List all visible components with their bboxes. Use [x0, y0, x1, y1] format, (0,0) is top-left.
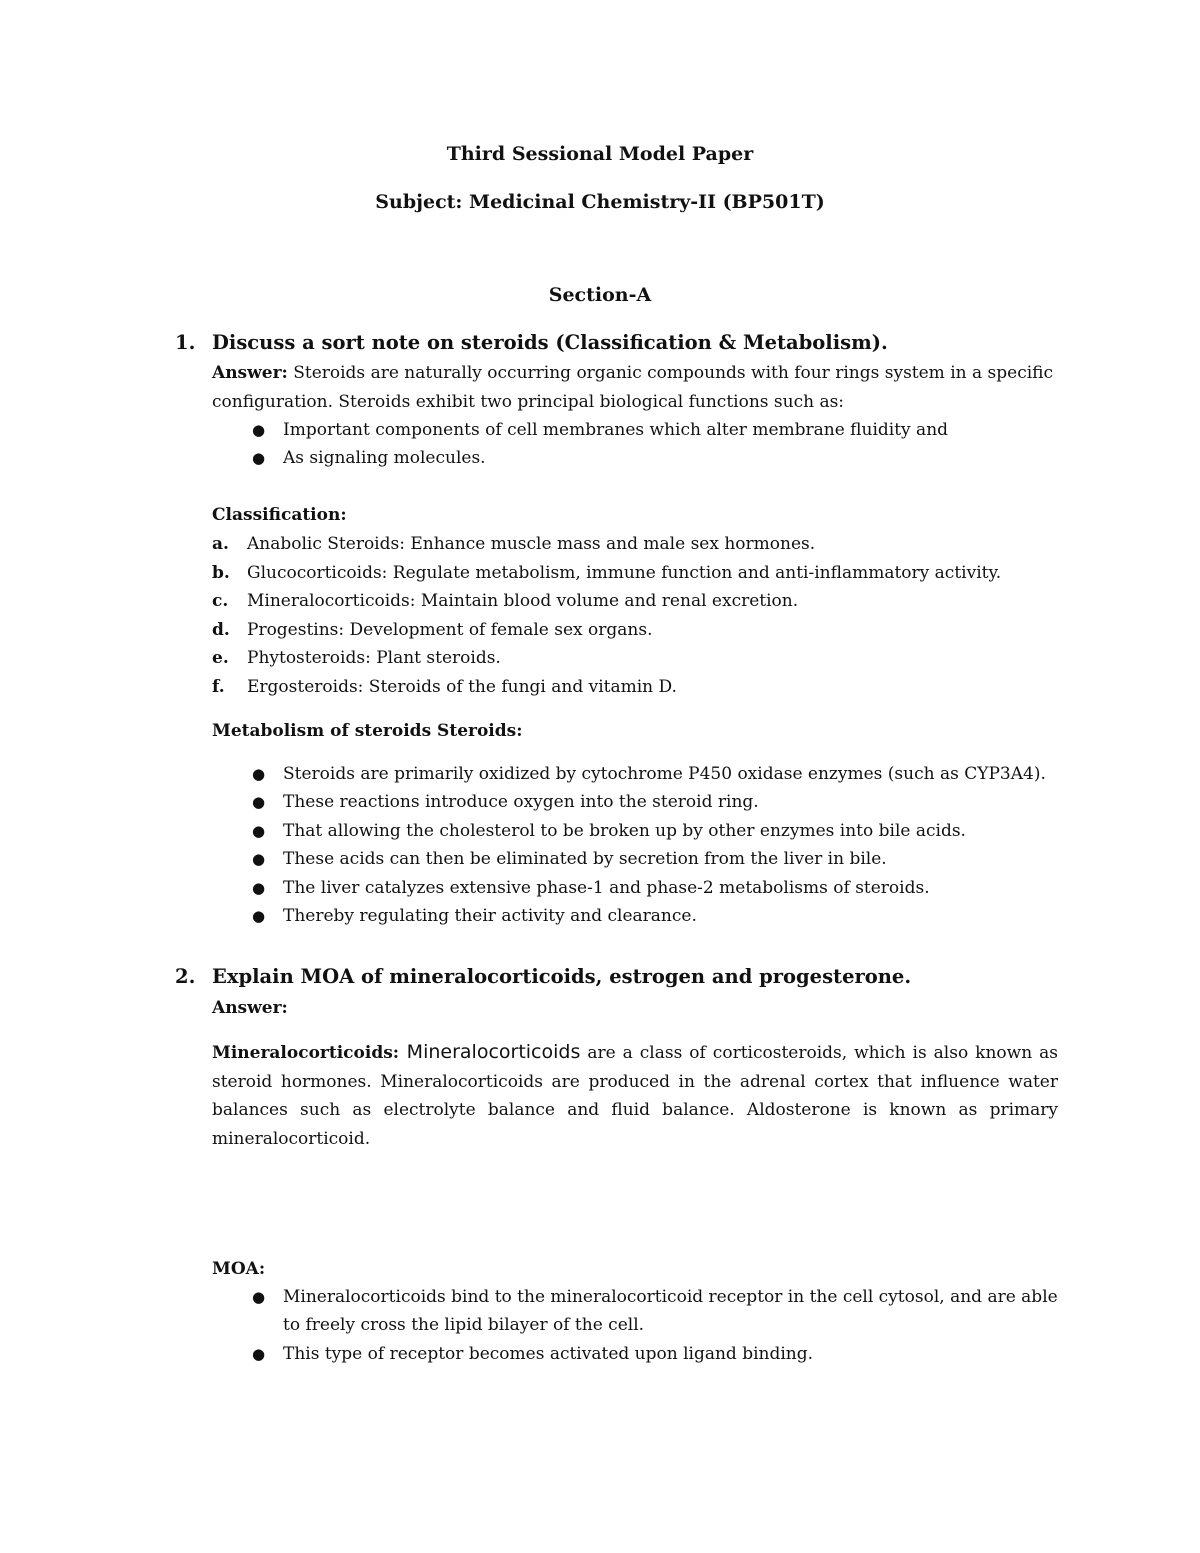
question-text: Discuss a sort note on steroids (Classification & Metabolism). [212, 331, 888, 354]
section-heading: Section-A [548, 284, 652, 306]
question-number: 1. [175, 331, 196, 354]
answer-2-label: Answer: [212, 998, 288, 1018]
moa-list [212, 1283, 1058, 1368]
bullet-icon: ● [252, 1344, 266, 1363]
metabolism-list [212, 760, 1058, 930]
bullet-icon: ● [252, 850, 266, 869]
bullet-icon: ● [252, 449, 266, 468]
list-item: ● These reactions introduce oxygen into the steroid ring. [212, 788, 1058, 816]
metabolism-heading: Metabolism of steroids Steroids: [212, 721, 523, 741]
list-item: ● Thereby regulating their activity and clearance. [212, 902, 1058, 930]
list-item: b. Glucocorticoids: Regulate metabolism, immune function and anti-inflammatory activity. [212, 562, 1002, 583]
mineralocorticoids-paragraph: Mineralocorticoids: Mineralocorticoids are a class of corticosteroids, which is also known as steroid hormones. Mineralocorticoids are produced in the adrenal cortex that influence water balances such as electrolyte balance and fluid balance. Aldosterone is known as primary mineralocorticoid. [212, 1041, 1058, 1149]
bullet-icon: ● [252, 421, 266, 439]
bullet-icon: ● [252, 821, 266, 840]
functions-list [212, 416, 1058, 473]
list-item: e. Phytosteroids: Plant steroids. [212, 648, 501, 669]
list-item: ● As signaling molecules. [212, 444, 1058, 472]
answer-1-intro [212, 359, 1058, 416]
question-2 [175, 965, 1065, 988]
answer-text: Steroids are naturally occurring organic compounds with four rings system in a specific configuration. Steroids exhibit two principal biological functions such as: [212, 363, 1054, 412]
list-item: f. Ergosteroids: Steroids of the fungi and vitamin D. [212, 676, 677, 697]
bullet-icon: ● [252, 793, 266, 812]
list-item: a. Anabolic Steroids: Enhance muscle mass and male sex hormones. [212, 534, 816, 554]
list-item: ● These acids can then be eliminated by secretion from the liver in bile. [212, 845, 1058, 873]
list-item: ● Mineralocorticoids bind to the mineralocorticoid receptor in the cell cytosol, and are able to freely cross the lipid bilayer of the cell. [212, 1283, 1058, 1340]
list-item: c. Mineralocorticoids: Maintain blood volume and renal excretion. [212, 591, 799, 612]
question-1 [175, 331, 1065, 354]
subject-line: Subject: Medicinal Chemistry-II (BP501T) [375, 191, 825, 213]
list-item: ● This type of receptor becomes activated upon ligand binding. [212, 1340, 1058, 1368]
classification-heading: Classification: [212, 505, 347, 525]
question-number: 2. [175, 965, 196, 988]
document-title: Third Sessional Model Paper [446, 143, 754, 165]
answer-label: Answer: [212, 363, 288, 383]
classification-list [212, 530, 1058, 702]
question-text: Explain MOA of mineralocorticoids, estrogen and progesterone. [212, 965, 912, 988]
list-item: d. Progestins: Development of female sex organs. [212, 619, 653, 640]
mineralocorticoids-label: Mineralocorticoids: [212, 1043, 400, 1063]
list-item: ● Important components of cell membranes which alter membrane fluidity and [212, 416, 1058, 444]
list-item: ● That allowing the cholesterol to be broken up by other enzymes into bile acids. [212, 817, 1058, 845]
list-item: ● Steroids are primarily oxidized by cytochrome P450 oxidase enzymes (such as CYP3A4). [212, 760, 1058, 788]
bullet-icon: ● [252, 1288, 266, 1306]
moa-heading: MOA: [212, 1259, 266, 1279]
list-item: ● The liver catalyzes extensive phase-1 and phase-2 metabolisms of steroids. [212, 874, 1058, 902]
bullet-icon: ● [252, 878, 266, 897]
bullet-icon: ● [252, 907, 266, 926]
bullet-icon: ● [252, 765, 266, 783]
